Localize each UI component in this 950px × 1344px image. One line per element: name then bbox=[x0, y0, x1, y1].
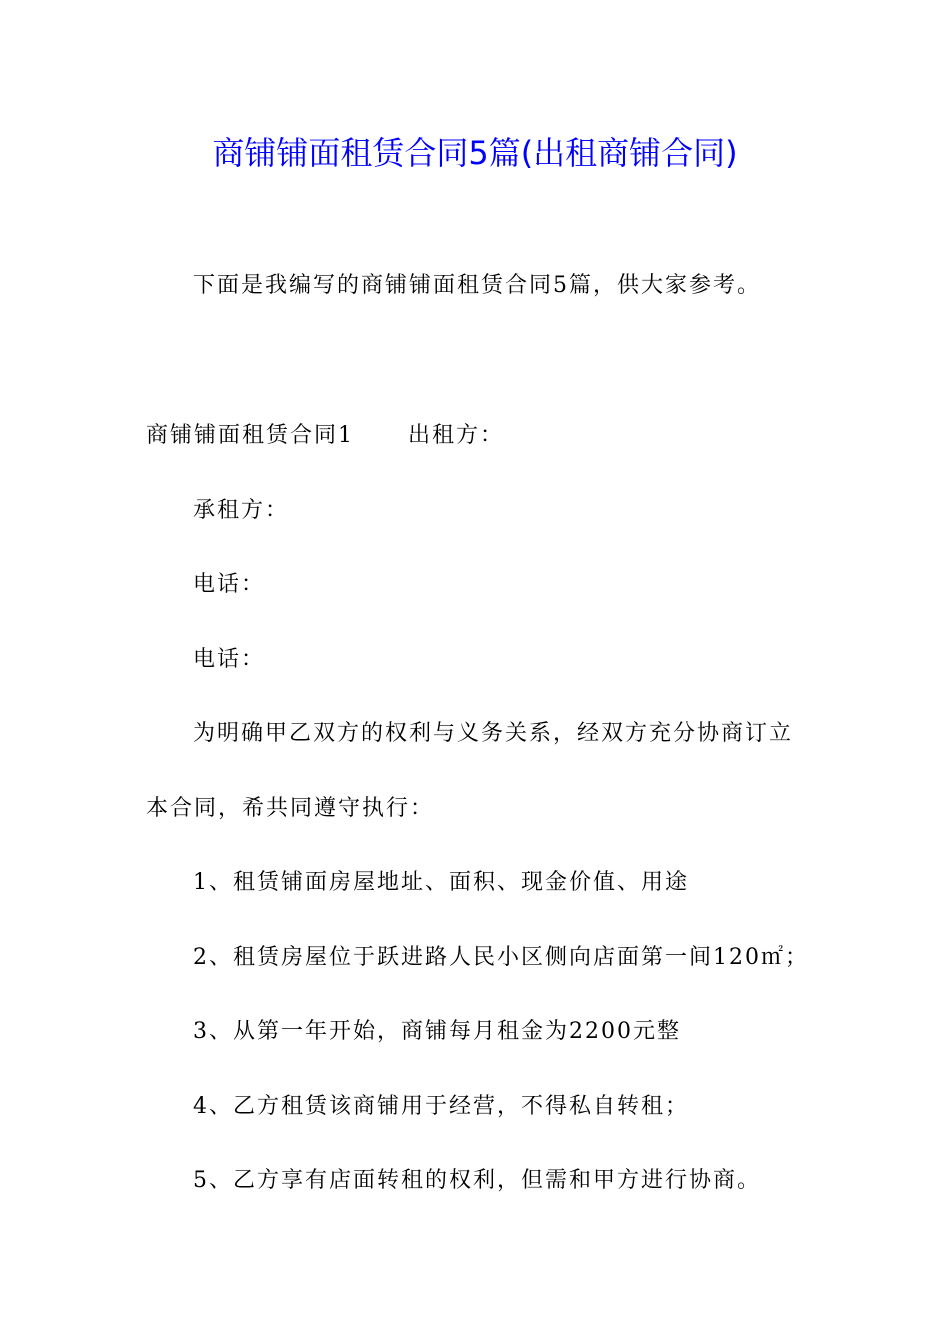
intro-paragraph: 下面是我编写的商铺铺面租赁合同5篇，供大家参考。 bbox=[193, 273, 761, 298]
phone-label-1: 电话： bbox=[193, 572, 266, 597]
lessor-label: 出租方： bbox=[408, 423, 505, 448]
clause-4: 4、乙方租赁该商铺用于经营，不得私自转租； bbox=[193, 1094, 689, 1119]
section-heading-line bbox=[146, 421, 504, 451]
purpose-paragraph-line-1: 为明确甲乙双方的权利与义务关系，经双方充分协商订立 bbox=[193, 721, 794, 746]
document-title: 商铺铺面租赁合同5篇(出租商铺合同) bbox=[212, 134, 738, 172]
clause-5: 5、乙方享有店面转租的权利，但需和甲方进行协商。 bbox=[193, 1168, 761, 1193]
phone-label-2: 电话： bbox=[193, 647, 266, 672]
section-heading: 商铺铺面租赁合同1 bbox=[146, 423, 354, 448]
clause-2: 2、租赁房屋位于跃进路人民小区侧向店面第一间120㎡； bbox=[193, 945, 809, 970]
lessee-label: 承租方： bbox=[193, 498, 290, 523]
clause-3: 3、从第一年开始，商铺每月租金为2200元整 bbox=[193, 1019, 681, 1044]
purpose-paragraph-line-2: 本合同，希共同遵守执行： bbox=[146, 796, 435, 821]
clause-1: 1、租赁铺面房屋地址、面积、现金价值、用途 bbox=[193, 870, 689, 895]
